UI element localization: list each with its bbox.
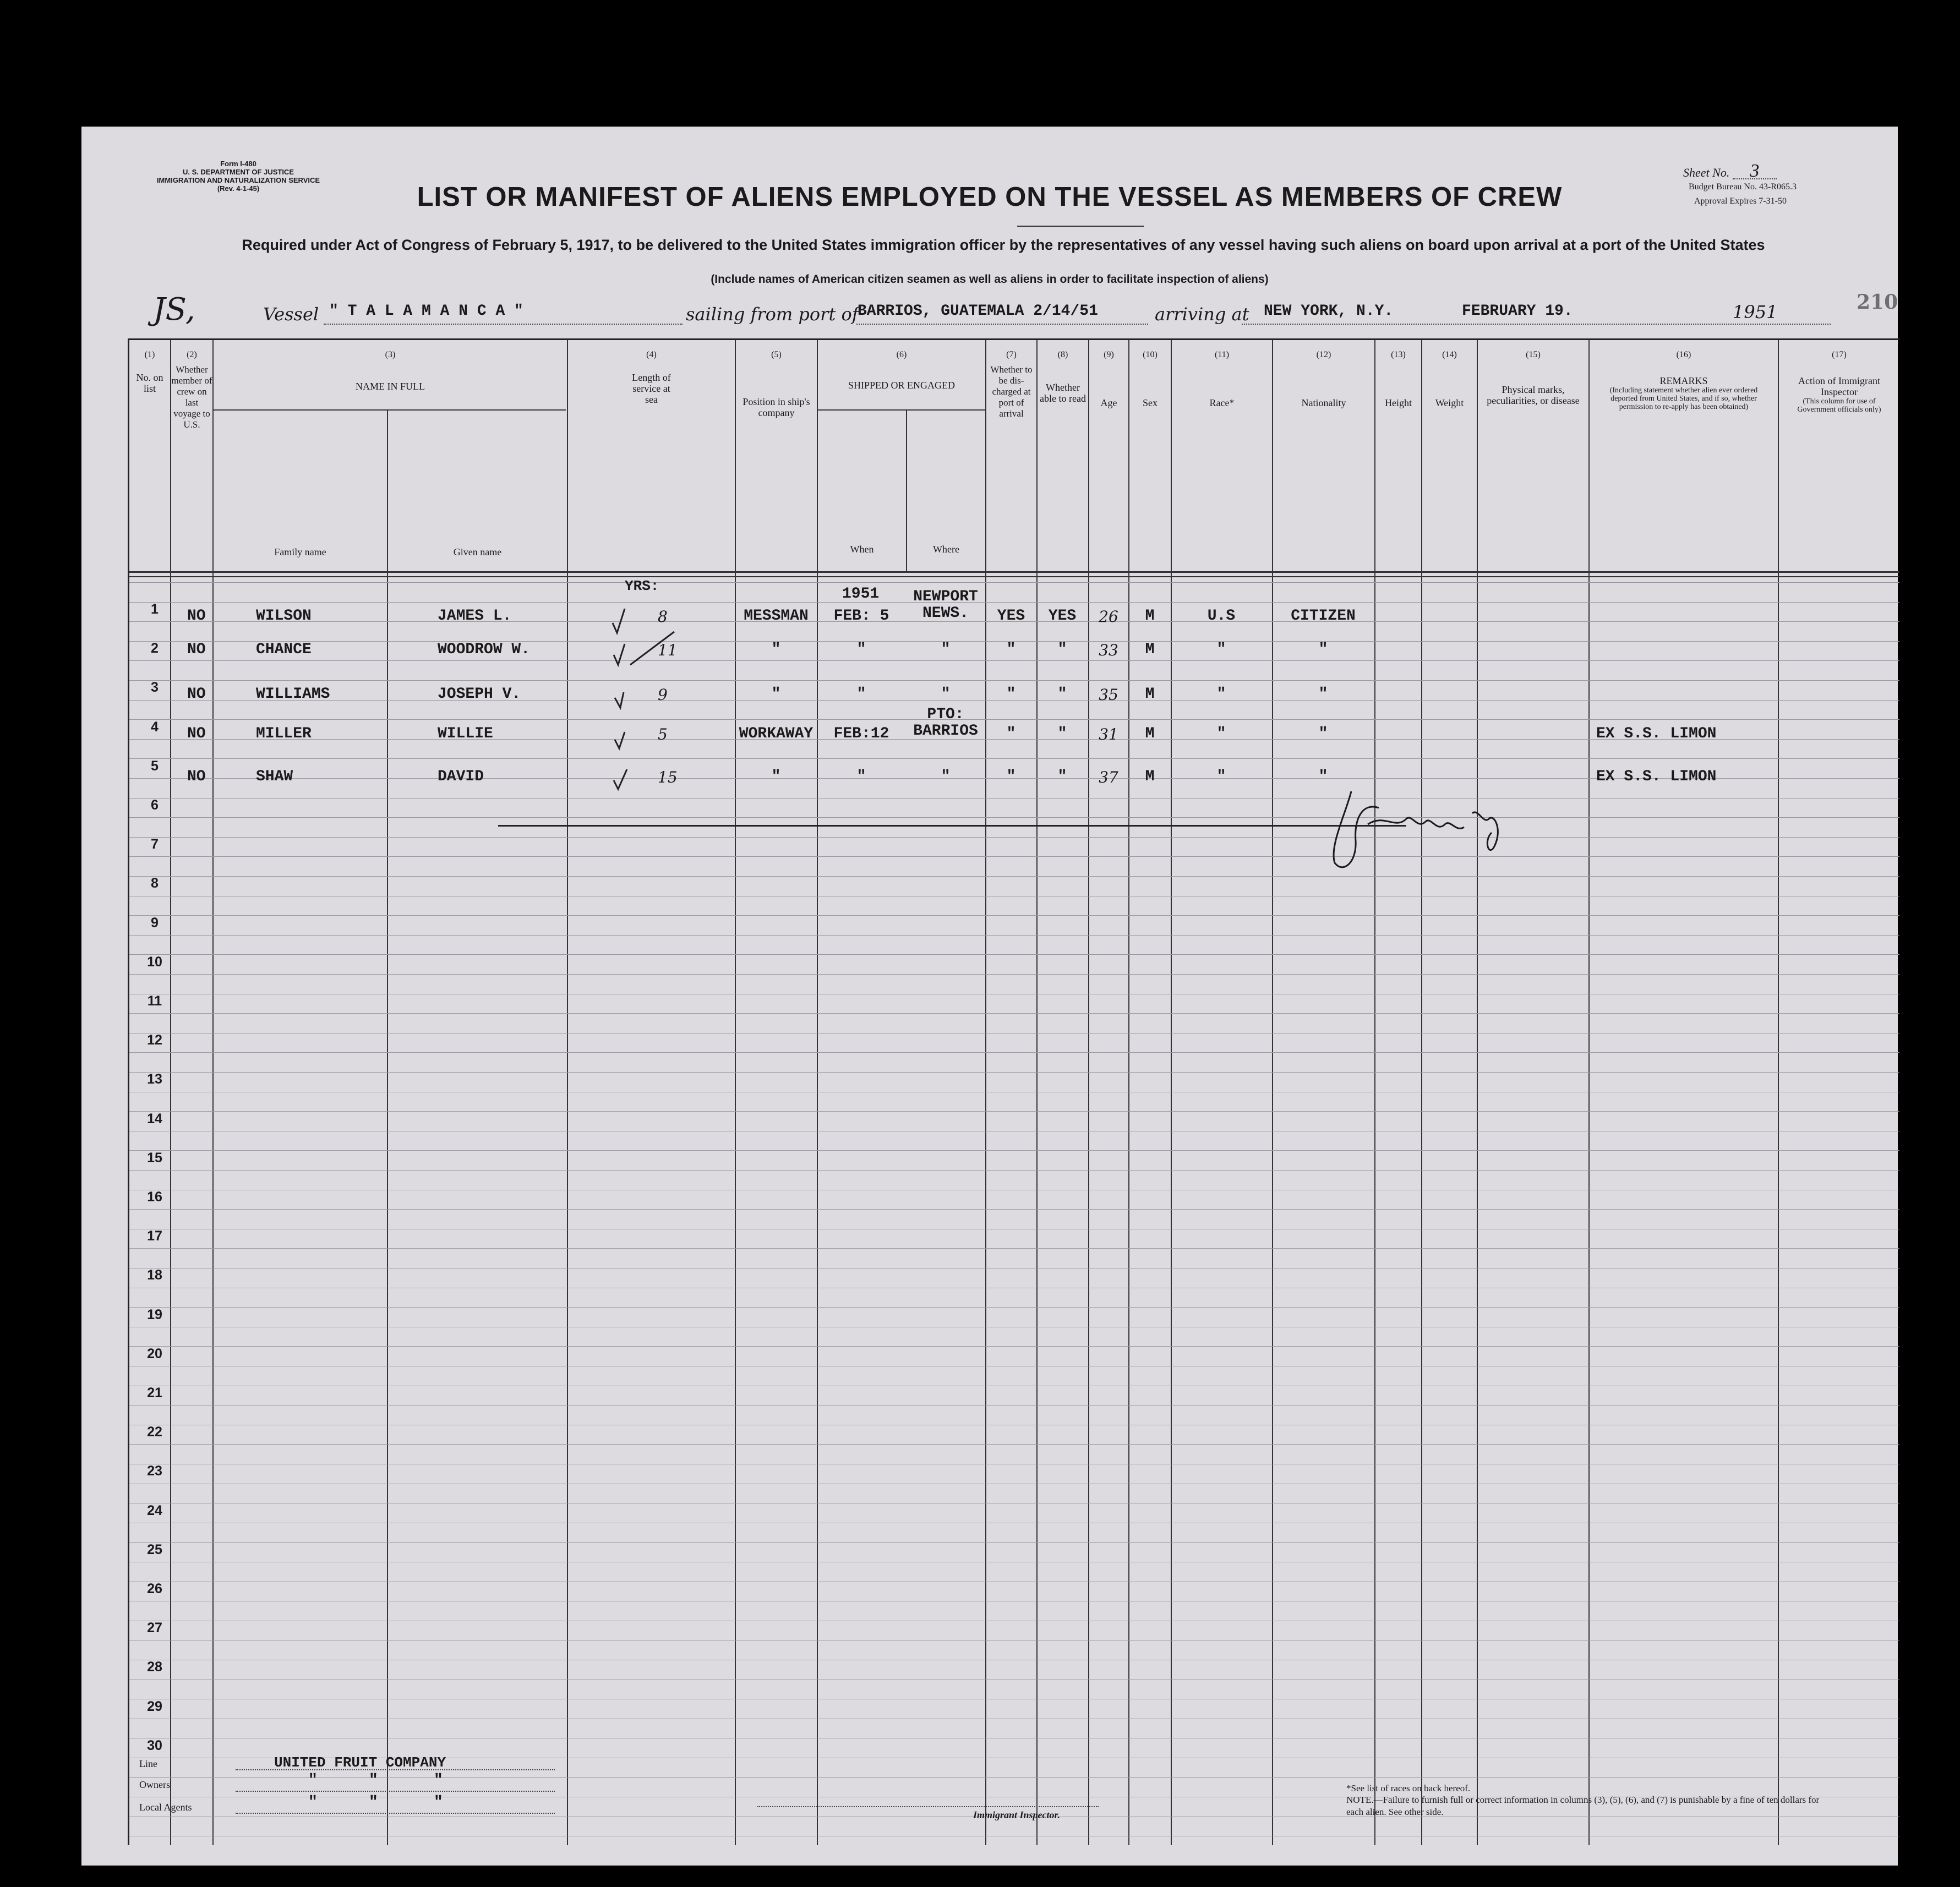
names-subheader-line: [212, 409, 566, 411]
row-number: 2: [151, 641, 159, 656]
col-header-2: (2) Whether member of crew on last voyage to U.S.: [171, 350, 212, 430]
row-number: 30: [147, 1738, 162, 1753]
check-marks: [608, 604, 696, 791]
department: U. S. DEPARTMENT OF JUSTICE: [183, 168, 294, 176]
initials: JS,: [153, 292, 195, 327]
crew-cell: NO: [187, 641, 206, 658]
header-bottom-line-2: [129, 576, 1899, 577]
service-cell: 11: [658, 641, 678, 659]
crew-cell: NO: [187, 686, 206, 703]
row-number: 28: [147, 1659, 162, 1675]
penalty-note: NOTE.—Failure to furnish full or correct information in columns (3), (5), (6), and (7) is punishable by a fine of ten dollars for each alien. See other side.: [1346, 1795, 1820, 1817]
ruled-line: [129, 680, 1899, 681]
ruled-line: [129, 1777, 1899, 1778]
check-mark-icon: [615, 692, 624, 708]
arrival-date: FEBRUARY 19.: [1462, 303, 1573, 320]
where-cell: NEWPORT NEWS.: [913, 588, 978, 622]
ruled-line: [129, 1346, 1899, 1347]
check-mark-icon: [614, 632, 674, 665]
col-header-17: (17) Action of Immigrant Inspector (This column for use of Government officials only): [1797, 350, 1881, 414]
sex-cell: M: [1145, 608, 1155, 625]
column-divider: [567, 340, 568, 1845]
col-header-12: (12) Nationality: [1301, 350, 1346, 408]
owners-ditto: ": [369, 1772, 378, 1789]
read-cell: ": [1057, 641, 1067, 658]
discharged-cell: ": [1006, 768, 1016, 785]
row-number: 8: [151, 876, 159, 891]
line-label: Line: [139, 1758, 157, 1769]
header-bottom-line: [129, 571, 1899, 573]
discharged-cell: ": [1006, 725, 1016, 742]
row-number: 3: [151, 680, 159, 695]
include-notice: (Include names of American citizen seamen as well as aliens in order to facilitate inspection of aliens): [711, 273, 1269, 286]
row-number: 23: [147, 1463, 162, 1479]
ruled-line: [129, 1170, 1899, 1171]
col-header-9: (9) Age: [1100, 350, 1117, 408]
given-name-cell: WILLIE: [438, 725, 493, 742]
col-header-5: (5) Position in ship's company: [742, 350, 810, 418]
ruled-line: [129, 954, 1899, 955]
port-from-blank: [856, 324, 1148, 325]
port-to-blank: [1242, 324, 1831, 325]
race-cell: U.S: [1207, 608, 1236, 625]
given-name-cell: JAMES L.: [438, 608, 512, 625]
col-header-13: (13) Height: [1385, 350, 1412, 408]
sex-cell: M: [1145, 641, 1155, 658]
row-number: 18: [147, 1267, 162, 1283]
row-number: 4: [151, 719, 159, 735]
row-number: 26: [147, 1581, 162, 1596]
crew-cell: NO: [187, 725, 206, 742]
ruled-line: [129, 817, 1899, 818]
closing-line: [498, 825, 1406, 827]
age-cell: 26: [1099, 608, 1118, 626]
family-name-header: Family name: [274, 546, 326, 557]
owners-blank: [236, 1791, 555, 1792]
position-cell: ": [771, 686, 781, 703]
col-header-10: (10) Sex: [1143, 350, 1158, 408]
when-cell: ": [856, 686, 866, 703]
ruled-line: [129, 719, 1899, 720]
column-divider: [212, 340, 214, 1845]
sheet-label: Sheet No.: [1683, 166, 1730, 179]
remarks-cell: EX S.S. LIMON: [1596, 768, 1717, 785]
owners-ditto: ": [308, 1772, 318, 1789]
col-header-15: (15) Physical marks, peculiarities, or disease: [1487, 350, 1580, 406]
ruled-line: [129, 876, 1899, 877]
owners-label: Owners: [139, 1779, 170, 1790]
family-name-cell: WILSON: [256, 608, 312, 625]
ruled-line: [129, 1307, 1899, 1308]
agents-ditto: ": [308, 1794, 318, 1811]
approval-expiry: Approval Expires 7-31-50: [1694, 196, 1787, 206]
ruled-line: [129, 1150, 1899, 1151]
service-cell: 9: [658, 686, 668, 704]
required-notice: Required under Act of Congress of February 5, 1917, to be delivered to the United States immigration officer by the representatives of any vessel having such aliens on board upon arrival at a port of the United States: [242, 237, 1765, 253]
nationality-cell: ": [1318, 686, 1328, 703]
service: IMMIGRATION AND NATURALIZATION SERVICE: [156, 176, 320, 184]
race-cell: ": [1216, 725, 1226, 742]
ruled-line: [129, 837, 1899, 838]
budget-number: Budget Bureau No. 43-R065.3: [1689, 182, 1797, 192]
agents-label: Local Agents: [139, 1802, 192, 1813]
sex-cell: M: [1145, 768, 1155, 785]
col-header-7: (7) Whether to be dis-charged at port of arrival: [990, 350, 1033, 419]
race-cell: ": [1216, 768, 1226, 785]
vessel-name: " T A L A M A N C A ": [329, 303, 523, 320]
column-divider: [1778, 340, 1779, 1845]
when-cell: FEB: 5: [833, 608, 889, 625]
nationality-cell: ": [1318, 768, 1328, 785]
owners-ditto: ": [434, 1772, 443, 1789]
row-number: 15: [147, 1150, 162, 1166]
where-cell: ": [941, 686, 951, 703]
when-header: When: [850, 544, 874, 555]
when-cell: ": [856, 641, 866, 658]
column-divider: [1272, 340, 1273, 1845]
row-number: 17: [147, 1228, 162, 1244]
given-name-cell: DAVID: [438, 768, 484, 785]
revision: (Rev. 4-1-45): [217, 184, 260, 193]
check-mark-icon: [615, 732, 625, 748]
title-underline: [1017, 226, 1144, 227]
col-header-8: (8) Whether able to read: [1040, 350, 1086, 404]
ruled-line: [129, 602, 1899, 603]
col-header-14: (14) Weight: [1435, 350, 1464, 408]
row-number: 11: [147, 993, 162, 1009]
ruled-line: [129, 1052, 1899, 1053]
sheet-number: 3: [1733, 164, 1777, 179]
races-note: *See list of races on back hereof.: [1346, 1783, 1471, 1793]
where-cell: ": [941, 641, 951, 658]
family-name-cell: WILLIAMS: [256, 686, 330, 703]
row-number: 1: [151, 601, 159, 617]
given-name-cell: JOSEPH V.: [438, 686, 521, 703]
manifest-sheet: [81, 127, 1898, 1866]
agents-ditto: ": [369, 1794, 378, 1811]
row-number: 14: [147, 1111, 162, 1126]
shipped-subheader-line: [817, 409, 985, 411]
read-cell: ": [1057, 768, 1067, 785]
read-cell: ": [1057, 686, 1067, 703]
ruled-line: [129, 1072, 1899, 1073]
given-name-cell: WOODROW W.: [438, 641, 531, 658]
column-divider: [387, 409, 388, 1845]
form-number: Form I-480: [220, 160, 256, 168]
arriving-label: arriving at: [1155, 304, 1249, 325]
check-mark-icon: [613, 609, 625, 633]
inspector-label: Immigrant Inspector.: [973, 1809, 1061, 1820]
crew-cell: NO: [187, 608, 206, 625]
ruled-line: [129, 582, 1899, 583]
position-cell: ": [771, 641, 781, 658]
column-divider: [1421, 340, 1422, 1845]
where-cell: PTO: BARRIOS: [913, 706, 978, 740]
check-mark-icon: [614, 769, 627, 789]
ruled-line: [129, 1111, 1899, 1112]
column-divider: [1588, 340, 1590, 1845]
ruled-line: [129, 974, 1899, 975]
agents-ditto: ": [434, 1794, 443, 1811]
vessel-label: Vessel: [263, 304, 319, 325]
col-header-16: (16) REMARKS (Including statement whether alien ever ordered deported from United States, and if so, whether permission to re-apply has been obtained): [1609, 350, 1758, 411]
ruled-line: [129, 758, 1899, 759]
manifest-table: [128, 338, 1899, 1845]
position-cell: MESSMAN: [744, 608, 809, 625]
discharged-cell: YES: [997, 608, 1025, 625]
race-cell: ": [1216, 641, 1226, 658]
age-cell: 37: [1099, 768, 1118, 786]
row-number: 29: [147, 1699, 162, 1714]
read-cell: ": [1057, 725, 1067, 742]
row-number: 6: [151, 797, 159, 813]
service-cell: 5: [658, 725, 668, 743]
discharged-cell: ": [1006, 641, 1016, 658]
when-cell: ": [856, 768, 866, 785]
ruled-line: [129, 1248, 1899, 1249]
family-name-cell: MILLER: [256, 725, 312, 742]
read-cell: YES: [1048, 608, 1077, 625]
column-divider: [1036, 340, 1038, 1845]
family-name-cell: CHANCE: [256, 641, 312, 658]
agents-blank: [236, 1813, 555, 1814]
ruled-line: [129, 1542, 1899, 1543]
column-divider: [985, 340, 986, 1845]
ruled-line: [129, 1209, 1899, 1210]
row-number: 10: [147, 954, 162, 970]
age-cell: 31: [1099, 725, 1118, 743]
where-cell: ": [941, 768, 951, 785]
column-divider: [817, 340, 818, 1845]
service-cell: 15: [658, 768, 678, 786]
ruled-line: [129, 660, 1899, 661]
row-number: 13: [147, 1071, 162, 1087]
stamp-number: 210: [1857, 291, 1898, 314]
when-year: 1951: [842, 586, 880, 603]
page-title: LIST OR MANIFEST OF ALIENS EMPLOYED ON THE VESSEL AS MEMBERS OF CREW: [417, 182, 1563, 212]
column-divider: [1374, 340, 1375, 1845]
col-header-6: (6) SHIPPED OR ENGAGED: [848, 350, 955, 391]
inspector-blank: [757, 1806, 1099, 1807]
row-number: 20: [147, 1346, 162, 1361]
row-number: 27: [147, 1620, 162, 1636]
ruled-line: [129, 915, 1899, 916]
row-number: 5: [151, 758, 159, 774]
port-to: NEW YORK, N.Y.: [1264, 303, 1394, 320]
column-divider: [170, 340, 171, 1845]
col-header-1: (1) No. on list: [136, 350, 163, 394]
age-cell: 33: [1099, 641, 1118, 659]
ruled-line: [129, 1013, 1899, 1014]
column-divider: [1128, 340, 1129, 1845]
remarks-cell: EX S.S. LIMON: [1596, 725, 1717, 742]
sex-cell: M: [1145, 725, 1155, 742]
family-name-cell: SHAW: [256, 768, 293, 785]
sailing-label: sailing from port of: [686, 304, 859, 325]
where-header: Where: [933, 544, 959, 555]
ruled-line: [129, 935, 1899, 936]
sex-cell: M: [1145, 686, 1155, 703]
row-number: 22: [147, 1424, 162, 1440]
nationality-cell: ": [1318, 641, 1328, 658]
row-number: 12: [147, 1032, 162, 1048]
col-header-4: (4) Length of service at sea: [632, 350, 671, 405]
column-divider: [1171, 340, 1172, 1845]
service-unit: YRS:: [625, 578, 659, 594]
row-number: 25: [147, 1542, 162, 1557]
row-number: 9: [151, 915, 159, 931]
column-divider: [1088, 340, 1089, 1845]
port-from: BARRIOS, GUATEMALA 2/14/51: [858, 303, 1098, 320]
vessel-blank: [324, 324, 683, 325]
line-company: UNITED FRUIT COMPANY: [274, 1754, 446, 1771]
row-number: 19: [147, 1307, 162, 1322]
inspector-signature: [1313, 780, 1511, 874]
discharged-cell: ": [1006, 686, 1016, 703]
row-number: 21: [147, 1385, 162, 1401]
footer: [81, 1855, 1898, 1866]
row-number: 24: [147, 1503, 162, 1518]
row-number: 7: [151, 836, 159, 852]
ruled-line: [129, 856, 1899, 857]
crew-cell: NO: [187, 768, 206, 785]
age-cell: 35: [1099, 686, 1118, 704]
row-number: 16: [147, 1189, 162, 1205]
column-divider: [1477, 340, 1478, 1845]
column-divider: [735, 340, 736, 1845]
race-cell: ": [1216, 686, 1226, 703]
position-cell: ": [771, 768, 781, 785]
position-cell: WORKAWAY: [739, 725, 814, 742]
ruled-line: [129, 1444, 1899, 1445]
col-header-3: (3) NAME IN FULL: [356, 350, 425, 392]
nationality-cell: ": [1318, 725, 1328, 742]
when-cell: FEB:12: [833, 725, 889, 742]
given-name-header: Given name: [453, 546, 502, 557]
service-cell: 8: [658, 608, 668, 626]
arrival-year: 1951: [1733, 302, 1778, 322]
col-header-11: (11) Race*: [1209, 350, 1235, 408]
nationality-cell: CITIZEN: [1291, 608, 1356, 625]
